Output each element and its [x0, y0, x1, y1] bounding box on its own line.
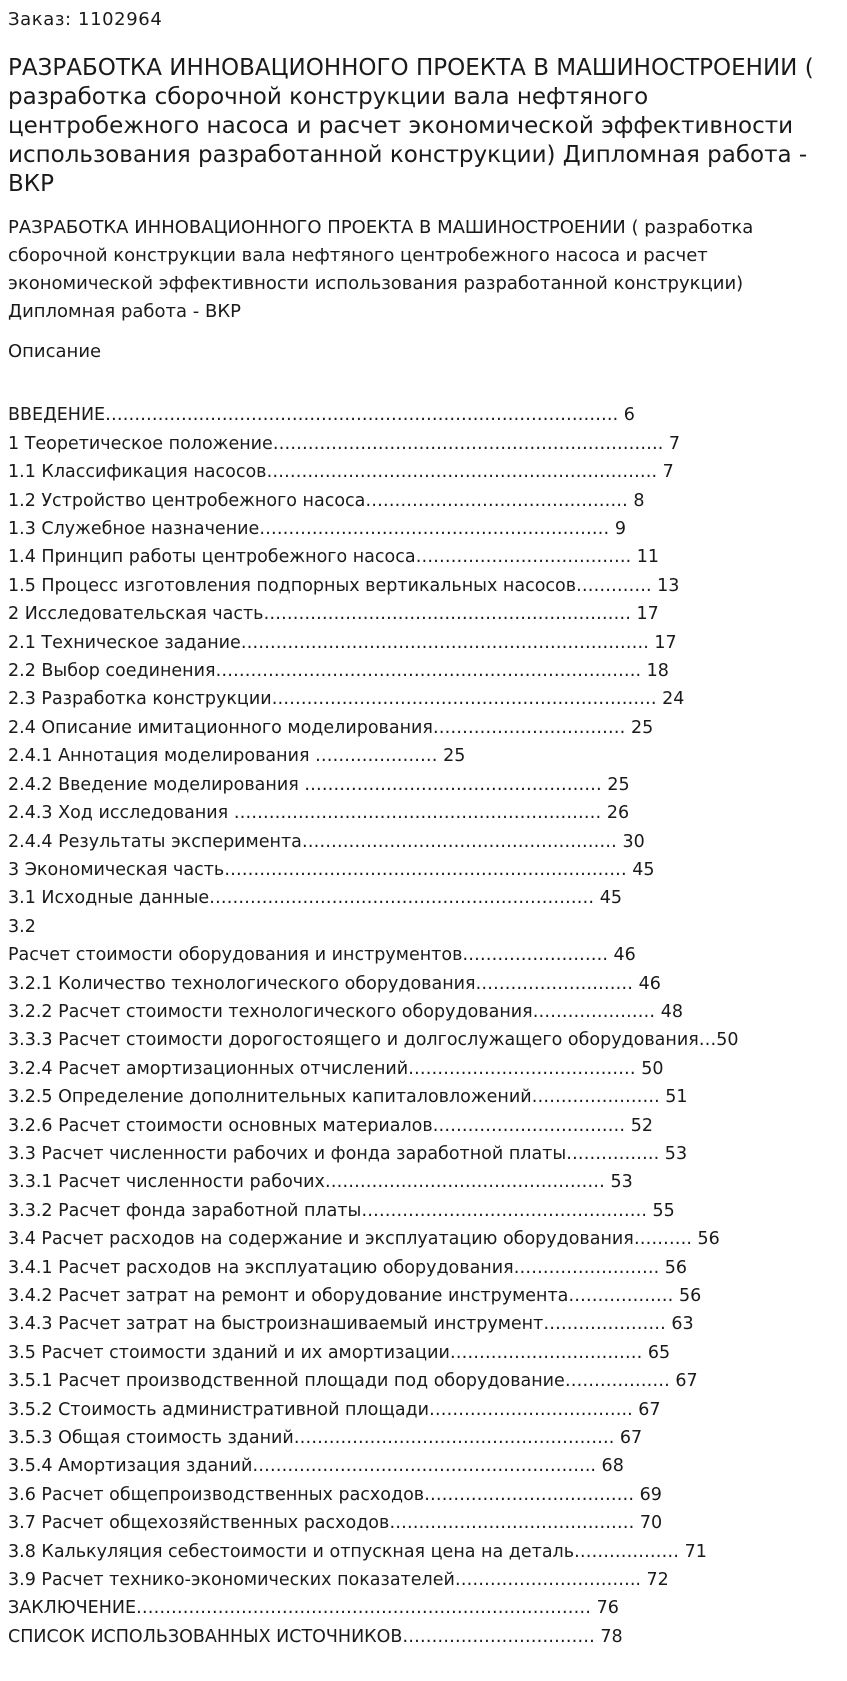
toc-entry: 3 Экономическая часть…………………………………………………………… 45	[8, 859, 655, 880]
toc-entry: 2 Исследовательская часть……………………………………………………… 17	[8, 604, 659, 625]
toc-entry: 3.3.1 Расчет численности рабочих………………………………………… 53	[8, 1172, 633, 1193]
page-title: РАЗРАБОТКА ИННОВАЦИОННОГО ПРОЕКТА В МАШИНОСТРОЕНИИ ( разработка сборочной конструкции вала нефтяного центробежного насоса и расчет экономической эффективности использования разработанной конструкции) Дипломная работа - ВКР	[8, 55, 814, 197]
toc-entry: 3.7 Расчет общехозяйственных расходов…………………………………… 70	[8, 1513, 663, 1534]
toc-entry: 3.3.2 Расчет фонда заработной платы…………………………………………. 55	[8, 1200, 675, 1221]
description-heading: Описание	[8, 341, 102, 363]
toc-entry: 3.2	[8, 916, 36, 937]
toc-entry: 1.1 Классификация насосов…………………………………………………………. 7	[8, 462, 674, 483]
toc-entry: 2.2 Выбор соединения………………………………………………………………. 18	[8, 661, 669, 682]
toc-entry: 3.2.4 Расчет амортизационных отчислений………………………………… 50	[8, 1058, 664, 1079]
toc-entry: 2.1 Техническое задание……………………………………………………………. 17	[8, 632, 677, 653]
toc-entry: 3.5.1 Расчет производственной площади под оборудование……………… 67	[8, 1371, 698, 1392]
toc-entry: 2.4.2 Введение моделирования …………………………………………… 25	[8, 774, 630, 795]
toc-entry: СПИСОК ИСПОЛЬЗОВАННЫХ ИСТОЧНИКОВ…………………………… 78	[8, 1626, 623, 1647]
toc-entry: 3.4.1 Расчет расходов на эксплуатацию оборудования……………………. 56	[8, 1257, 688, 1278]
toc-entry: 3.2.5 Определение дополнительных капиталовложений…………………. 51	[8, 1087, 688, 1108]
toc-entry: 3.4.2 Расчет затрат на ремонт и оборудование инструмента……………… 56	[8, 1286, 702, 1306]
toc-entry: ВВЕДЕНИЕ……………………………………………………………………………. 6	[8, 405, 635, 426]
toc-entry: 1.4 Принцип работы центробежного насоса………………………………. 11	[8, 547, 659, 568]
toc-entry: 3.4.3 Расчет затрат на быстроизнашиваемый инструмент………………… 63	[8, 1314, 694, 1335]
table-of-contents	[8, 401, 839, 1651]
toc-entry: 3.4 Расчет расходов на содержание и эксплуатацию оборудования………. 56	[8, 1229, 720, 1250]
toc-entry: 3.5.2 Стоимость административной площади…………………………….. 67	[8, 1399, 661, 1420]
toc-entry: 3.2.2 Расчет стоимости технологического оборудования………………… 48	[8, 1001, 683, 1022]
toc-entry: 3.3.3 Расчет стоимости дорогостоящего и долгослужащего оборудования…50	[8, 1030, 739, 1051]
order-number: Заказ: 1102964	[8, 9, 163, 30]
toc-entry: Расчет стоимости оборудования и инструментов……………………. 46	[8, 945, 636, 966]
toc-entry: 3.5.4 Амортизация зданий………………………………………………….. 68	[8, 1456, 624, 1477]
toc-entry: 3.8 Калькуляция себестоимости и отпускная цена на деталь……………… 71	[8, 1541, 707, 1562]
toc-entry: 3.9 Расчет технико-экономических показателей………………………….. 72	[8, 1570, 669, 1591]
toc-entry: 3.2.1 Количество технологического оборудования……………………… 46	[8, 973, 661, 994]
toc-entry: 2.4.1 Аннотация моделирования ………………… 25	[8, 746, 466, 767]
toc-entry: 2.4.4 Результаты эксперимента……………………………………………… 30	[8, 831, 645, 852]
toc-entry: 3.2.6 Расчет стоимости основных материалов…………………………… 52	[8, 1115, 654, 1136]
toc-entry: 1 Теоретическое положение…………………………………………………………. 7	[8, 433, 681, 454]
toc-entry: 1.5 Процесс изготовления подпорных вертикальных насосов…………. 13	[8, 575, 680, 596]
toc-entry: 1.2 Устройство центробежного насоса……………………………………… 8	[8, 490, 645, 511]
toc-entry: 3.5.3 Общая стоимость зданий………………………………………………. 67	[8, 1428, 643, 1449]
toc-entry: 3.6 Расчет общепроизводственных расходов……………………………… 69	[8, 1484, 662, 1505]
toc-entry: 2.3 Разработка конструкции………………………………………………………… 24	[8, 689, 685, 710]
toc-entry: 3.1 Исходные данные………………………………………………………… 45	[8, 888, 622, 909]
toc-entry: 3.3 Расчет численности рабочих и фонда заработной платы……………. 53	[8, 1143, 688, 1164]
toc-entry: 2.4.3 Ход исследования ……………………………………………………… 26	[8, 803, 630, 824]
toc-entry: ЗАКЛЮЧЕНИЕ…………………………………………………………………… 76	[8, 1598, 619, 1619]
toc-entry: 2.4 Описание имитационного моделирования…………………………… 25	[8, 717, 654, 738]
toc-entry: 3.5 Расчет стоимости зданий и их амортизации…………………………… 65	[8, 1342, 671, 1363]
toc-entry: 1.3 Служебное назначение…………………………………………………… 9	[8, 519, 626, 540]
page-subtitle: РАЗРАБОТКА ИННОВАЦИОННОГО ПРОЕКТА В МАШИНОСТРОЕНИИ ( разработка сборочной конструкции вала нефтяного центробежного насоса и расчет экономической эффективности использования разработанной конструкции) Дипломная работа - ВКР	[8, 217, 754, 323]
